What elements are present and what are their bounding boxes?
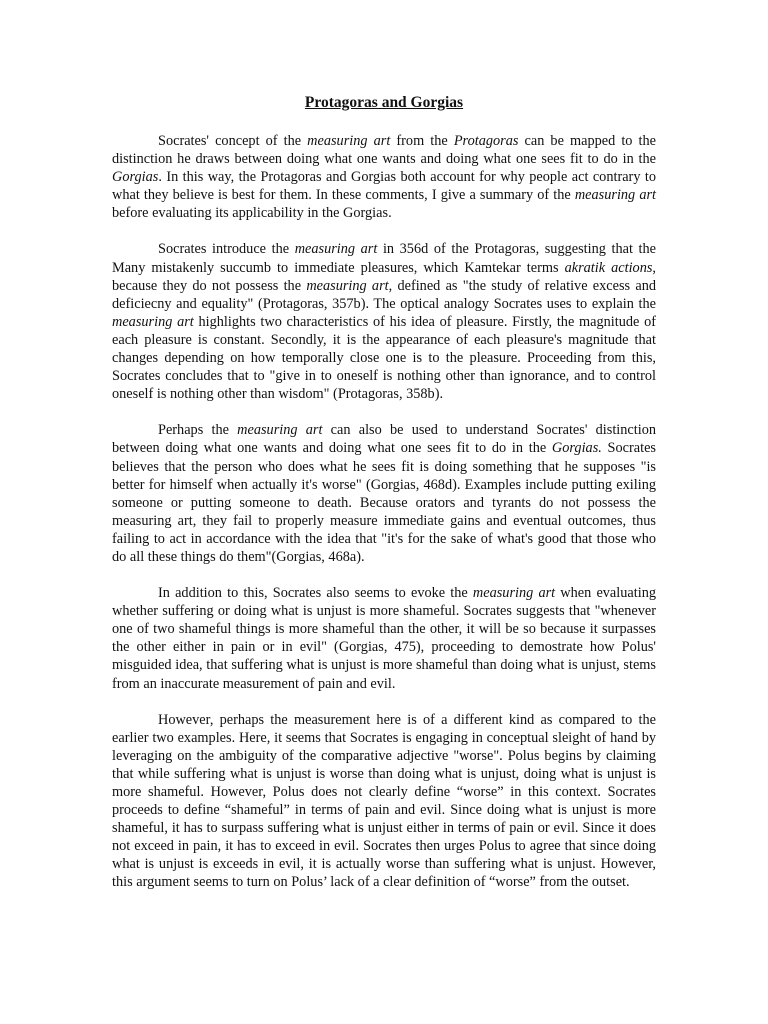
text-run: when evaluating whether suffering or doing what is unjust is more shameful. Socrates suggests that "whenever one of two shameful things is more shameful than the other, it will be so because it surpasses the other either in pain or in evil" (Gorgias, 475), proceeding to demostrate how Polus' misguided idea, that suffering what is unjust is more shameful than doing what is unjust, stems from an inaccurate measurement of pain and evil. (112, 585, 656, 692)
text-run: , because they do not possess the (112, 259, 656, 294)
text-run: can be mapped to the distinction he draws between doing what one wants and doing what one sees fit to do in the (112, 133, 657, 168)
paragraph-1 (112, 132, 656, 222)
paragraph-5 (112, 711, 656, 892)
italic-text-run: Gorgias. (551, 440, 602, 457)
italic-text-run: measuring art (472, 585, 556, 602)
paragraph-4 (112, 584, 656, 693)
text-run: Socrates' concept of the (158, 133, 308, 149)
italic-text-run: measuring art (294, 241, 378, 258)
text-run: In addition to this, Socrates also seems to evoke the (158, 585, 473, 602)
document-title: Protagoras and Gorgias (304, 94, 464, 111)
text-run: highlights two characteristics of his idea of pleasure. Firstly, the magnitude of each pleasure is constant. Secondly, it is the appearance of each pleasure's magnitude that changes depending on how temporally close one is to the pleasure. Proceeding from this, Socrates concludes that to "give in to oneself is nothing other than ignorance, and to control oneself is nothing other than wisdom" (Protagoras, 358b). (112, 313, 656, 403)
text-run: However, perhaps the measurement here is of a different kind as compared to the earlier two examples. Here, it seems that Socrates is engaging in conceptual sleight of hand by leveraging on the ambiguity of the comparative adjective "worse". Polus begins by claiming that while suffering what is unjust is worse than doing what is unjust, doing what is unjust is more shameful. However, Polus does not clearly define “worse” in this context. Socrates proceeds to define “shameful” in terms of pain and evil. Since doing what is unjust is more shameful, it has to surpass suffering what is unjust either in terms of pain or evil. Since it does not exceed in pain, it has to exceed in evil. Socrates then urges Polus to agree that since doing what is unjust is exceeds in evil, it is actually worse than suffering what is unjust. However, this argument seems to turn on Polus’ lack of a clear definition of “worse” from the outset. (112, 711, 656, 891)
document-page (112, 92, 656, 910)
paragraph-3 (112, 421, 656, 566)
text-run: . In this way, the Protagoras and Gorgias both account for why people act contrary to what they believe is best for them. In these comments, I give a summary of the (112, 169, 656, 204)
text-run: Socrates introduce the (158, 241, 295, 258)
text-run: can also be used to understand Socrates' distinction between doing what one wants and doing what one sees fit to do in the (112, 422, 657, 457)
text-run: before evaluating its applicability in the Gorgias. (112, 205, 392, 222)
text-run: , defined as "the study of relative excess and deficiecny and equality" (Protagoras, 357b). The optical analogy Socrates uses to explain the (112, 277, 657, 312)
text-run: Perhaps the (158, 422, 238, 439)
italic-text-run: measuring art (574, 187, 657, 204)
italic-text-run: measuring art (112, 313, 194, 330)
italic-text-run: Protagoras (453, 133, 519, 149)
text-run: from the (390, 133, 454, 149)
italic-text-run: measuring art (237, 422, 323, 439)
italic-text-run: Gorgias (112, 169, 159, 186)
text-run: Socrates believes that the person who does what he sees fit is doing something that he supposes "is better for himself when actually it's worse" (Gorgias, 468d). Examples include putting exiling someone or putting someone to death. Because orators and tyrants do not possess the measuring art, they fail to properly measure immediate gains and eventual outcomes, thus failing to act in accordance with the idea that "it's for the sake of what's good that those who do all these things do them"(Gorgias, 468a). (112, 440, 656, 565)
paragraph-2 (112, 240, 656, 403)
italic-text-run: measuring art (306, 277, 389, 294)
italic-text-run: measuring art (307, 133, 391, 149)
italic-text-run: akratik actions (564, 259, 653, 276)
text-run: in 356d of the Protagoras, suggesting that the Many mistakenly succumb to immediate pleasures, which Kamtekar terms (112, 241, 656, 276)
